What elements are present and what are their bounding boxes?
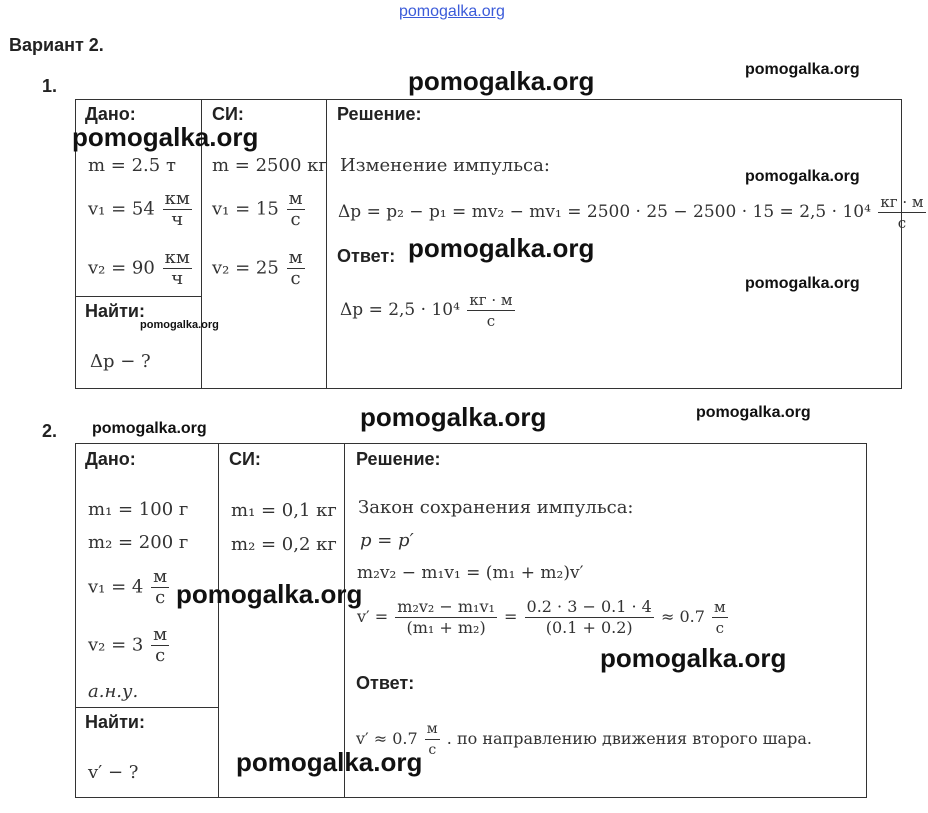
- problem-1-si-mass: m = 2500 кг: [212, 155, 328, 176]
- problem-2-solution-eq1: p = p′: [360, 530, 414, 551]
- problem-2-answer-heading: Ответ:: [356, 673, 415, 693]
- problem-1-answer-heading: Ответ:: [337, 246, 396, 266]
- problem-1-number: 1.: [42, 76, 58, 96]
- problem-1-si-v1: v₁ = 15 $\frac{м}{с}$: [212, 188, 303, 230]
- problem-1-given-mass: m = 2.5 т: [88, 155, 176, 176]
- problem-1-find-value: Δp − ?: [90, 351, 151, 372]
- watermark: pomogalka.org: [236, 747, 423, 777]
- problem-2-given-heading: Дано:: [85, 449, 136, 469]
- top-site-link[interactable]: pomogalka.org: [399, 3, 505, 20]
- problem-2-given-v1: v₁ = 4 $\frac{м}{с}$: [88, 566, 168, 608]
- problem-2-find-heading: Найти:: [85, 712, 145, 732]
- watermark: pomogalka.org: [745, 61, 860, 78]
- problem-2-divider-find: [75, 707, 218, 708]
- problem-2-si-heading: СИ:: [229, 449, 261, 469]
- problem-2-solution-eq2: m₂v₂ − m₁v₁ = (m₁ + m₂)v′: [357, 563, 584, 583]
- problem-2-si-m1: m₁ = 0,1 кг: [231, 500, 337, 521]
- watermark: pomogalka.org: [140, 319, 219, 331]
- problem-1-si-v2: v₂ = 25 $\frac{м}{с}$: [212, 247, 303, 289]
- watermark: pomogalka.org: [176, 579, 363, 609]
- watermark: pomogalka.org: [600, 643, 787, 673]
- problem-1-solution-formula: Δp = p₂ − p₁ = mv₂ − mv₁ = 2500 · 25 − 2500 · 15 = 2,5 · 10⁴ $\frac{кг \cdot м}{с}$: [338, 193, 924, 232]
- problem-2-given-m2: m₂ = 200 г: [88, 532, 189, 553]
- watermark: pomogalka.org: [408, 233, 595, 263]
- problem-1-divider-find: [75, 296, 201, 297]
- watermark: pomogalka.org: [360, 402, 547, 432]
- problem-2-find-value: v′ − ?: [88, 762, 139, 783]
- watermark: pomogalka.org: [745, 168, 860, 185]
- problem-1-given-v2: v₂ = 90 $\frac{км}{ч}$: [88, 247, 190, 289]
- problem-2-solution-eq3: v′ = $\frac{\text{m₂v₂ − m₁v₁}}{\text{(m₁ + m₂)}}$ = $\frac{0.2 \cdot 3 - 0.1 \cdot 4}{(0.1 + 0.2)}$ ≈ 0.7 $\frac{м}{с}$: [357, 597, 726, 637]
- problem-2-solution-intro: Закон сохранения импульса:: [358, 497, 634, 518]
- watermark: pomogalka.org: [696, 404, 811, 421]
- problem-2-solution-heading: Решение:: [356, 449, 441, 469]
- problem-2-si-m2: m₂ = 0,2 кг: [231, 534, 337, 555]
- problem-2-given-m1: m₁ = 100 г: [88, 499, 189, 520]
- problem-2-divider-given: [218, 443, 219, 798]
- problem-1-divider-si: [326, 99, 327, 389]
- problem-1-solution-intro: Изменение импульса:: [340, 155, 550, 176]
- watermark: pomogalka.org: [745, 275, 860, 292]
- variant-title: Вариант 2.: [9, 35, 104, 55]
- problem-1-given-heading: Дано:: [85, 104, 136, 124]
- problem-2-divider-si: [344, 443, 345, 798]
- problem-2-given-v2: v₂ = 3 $\frac{м}{с}$: [88, 624, 168, 666]
- problem-2-number: 2.: [42, 421, 58, 441]
- problem-1-si-heading: СИ:: [212, 104, 244, 124]
- problem-1-answer: Δp = 2,5 · 10⁴ $\frac{кг \cdot м}{с}$: [340, 291, 513, 330]
- problem-1-solution-heading: Решение:: [337, 104, 422, 124]
- watermark: pomogalka.org: [92, 420, 207, 437]
- watermark: pomogalka.org: [72, 122, 259, 152]
- problem-1-find-heading: Найти:: [85, 301, 145, 321]
- problem-2-answer: v′ ≈ 0.7 $\frac{м}{с}$ . по направлению движения второго шара.: [356, 721, 812, 758]
- watermark: pomogalka.org: [408, 66, 595, 96]
- problem-2-given-note: а.н.у.: [88, 681, 139, 702]
- problem-1-given-v1: v₁ = 54 $\frac{км}{ч}$: [88, 188, 190, 230]
